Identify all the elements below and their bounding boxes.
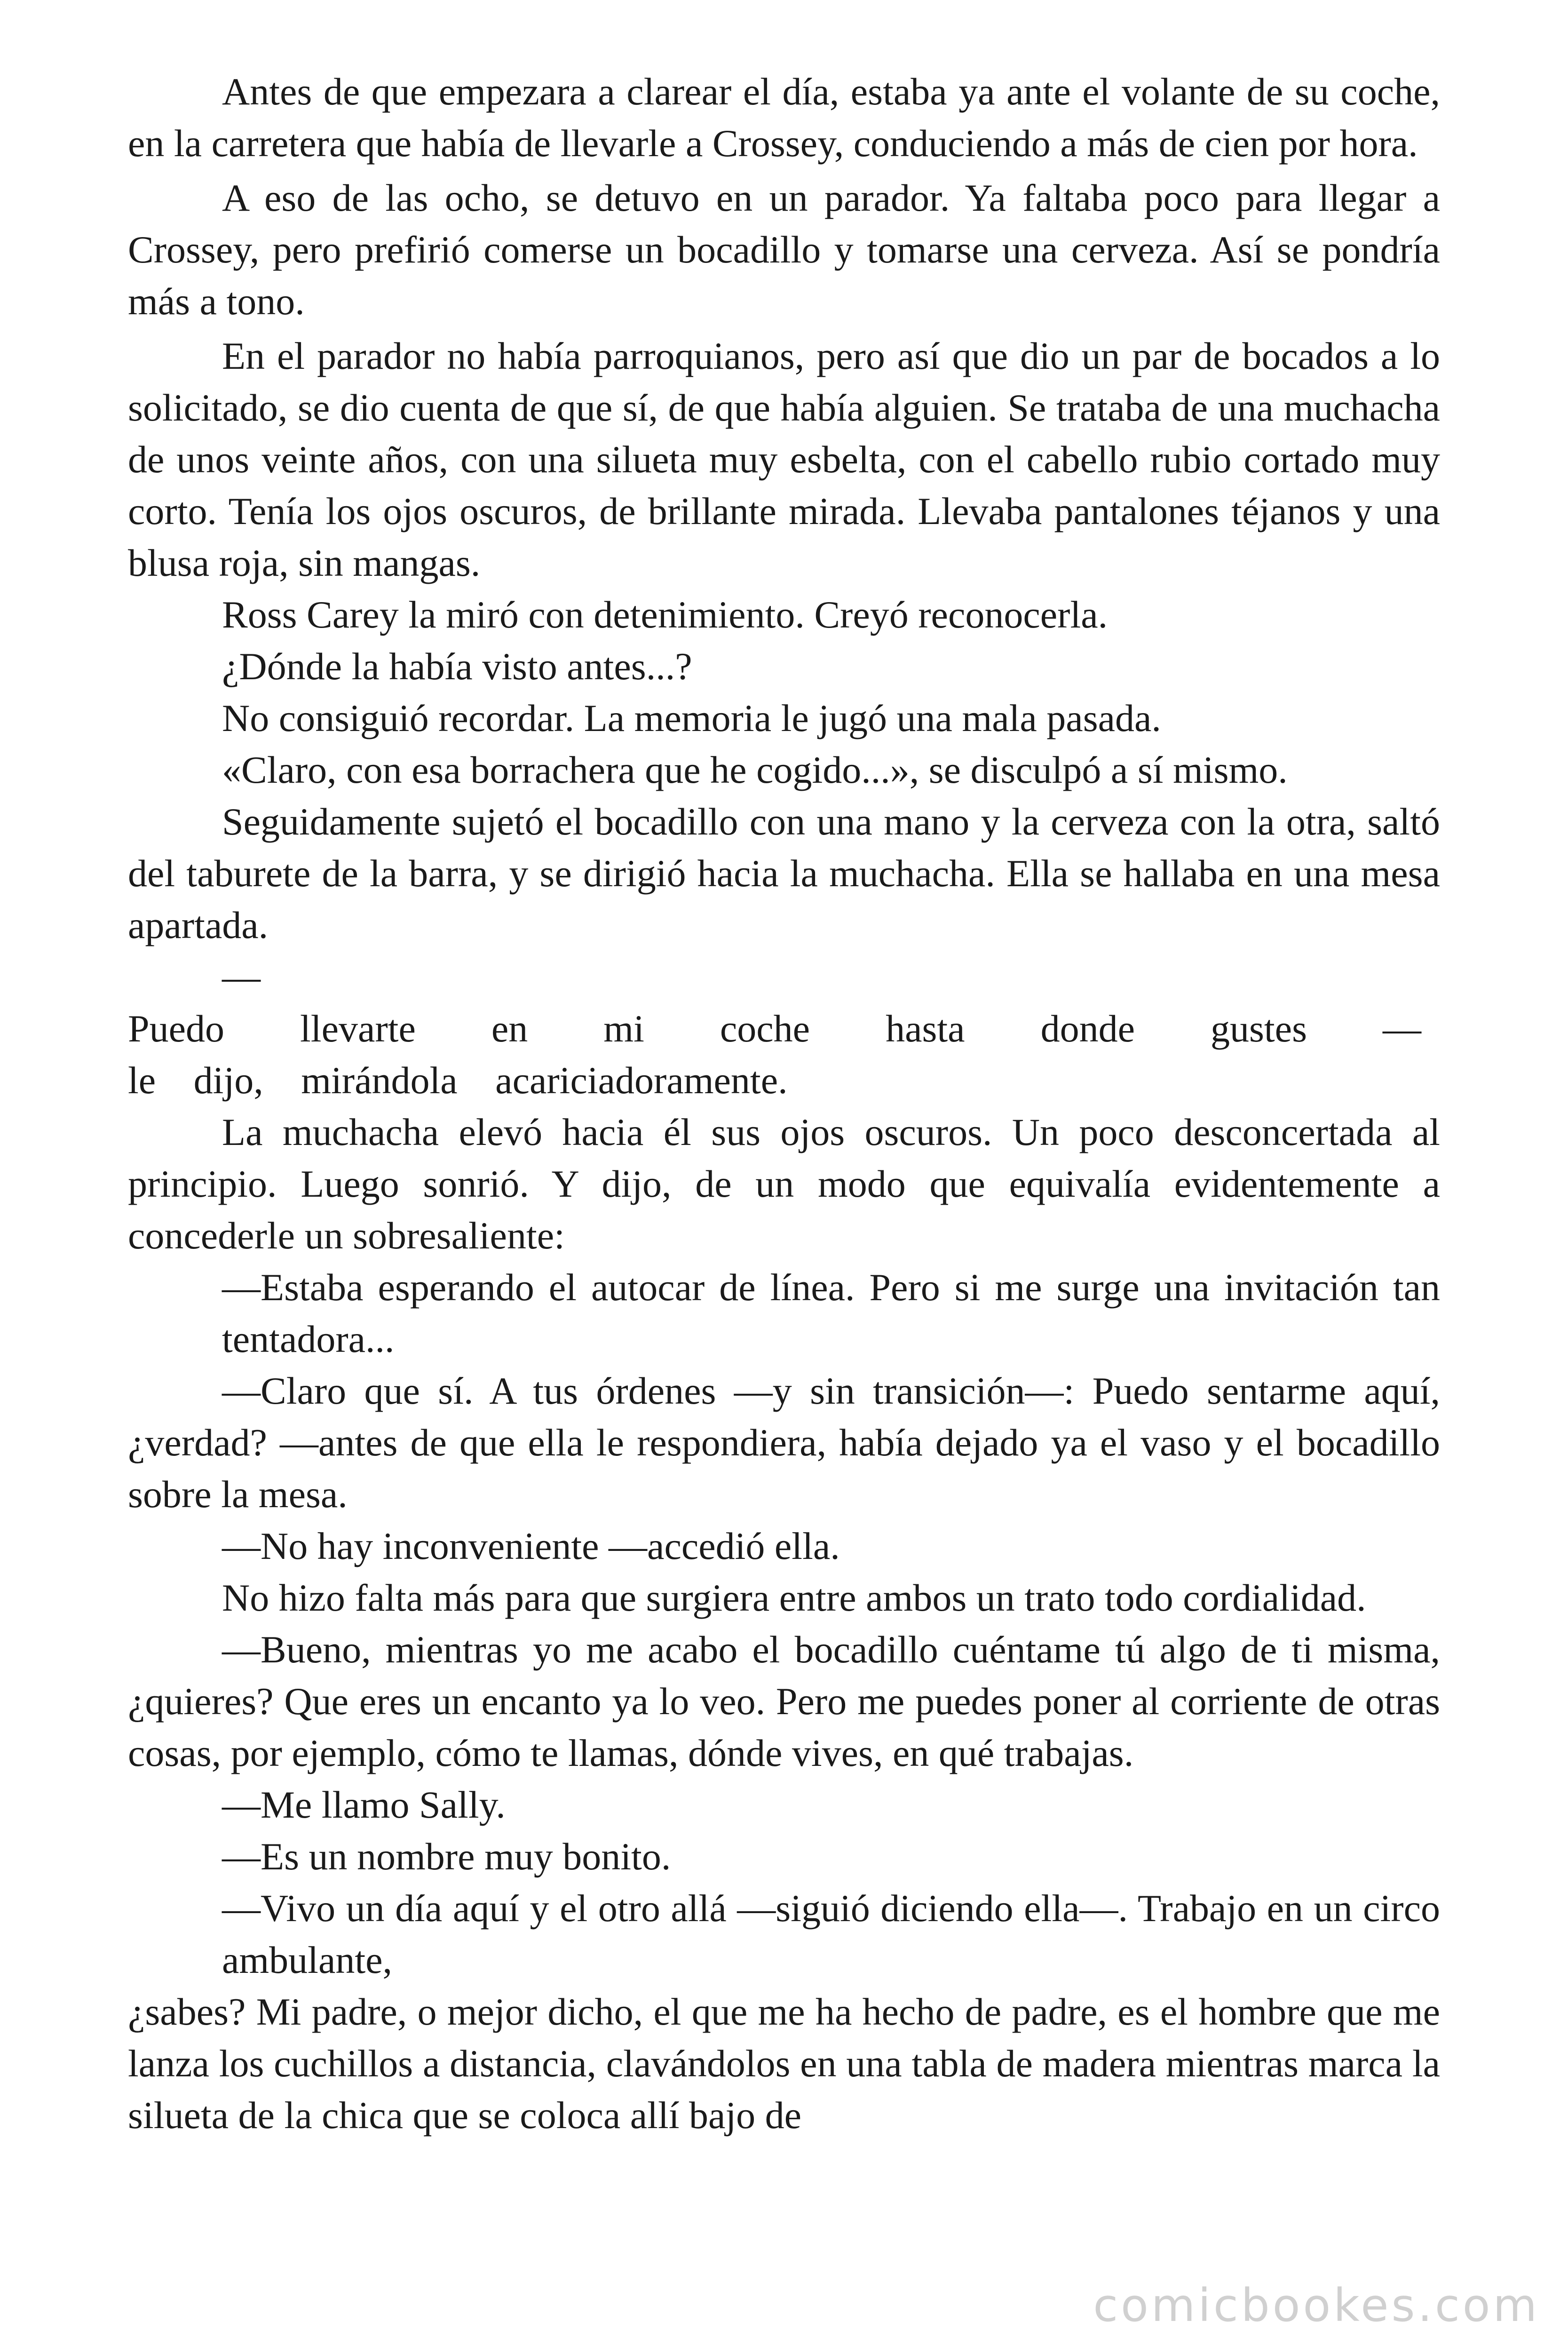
paragraph-1: Antes de que empezara a clarear el día, estaba ya ante el volante de su coche, en la carretera que había de llevarle a Crossey, conduciendo a más de cien por hora. <box>128 70 1440 165</box>
dialogue-circus: —Vivo un día aquí y el otro allá —siguió diciendo ella—. Trabajo en un circo ambulante, <box>222 1887 1440 1981</box>
paragraph-5: ¿Dónde la había visto antes...? <box>222 645 692 688</box>
paragraph-10: —Claro que sí. A tus órdenes —y sin transición—: Puedo sentarme aquí, ¿verdad? —antes de que ella le respondiera, había dejado ya el vaso y el bocadillo sobre la mesa. <box>128 1369 1440 1516</box>
paragraph-cordiality: No hizo falta más para que surgiera entre ambos un trato todo cordialidad. <box>222 1576 1366 1619</box>
paragraph-8: Seguidamente sujetó el bocadillo con una mano y la cerveza con la otra, saltó del taburete de la barra, y se dirigió hacia la muchacha. Ella se hallaba en una mesa apartada. <box>128 800 1440 946</box>
dialogue-dash: — <box>222 955 261 998</box>
paragraph-4: Ross Carey la miró con detenimiento. Creyó reconocerla. <box>222 593 1108 636</box>
dialogue-waiting-bus: —Estaba esperando el autocar de línea. Pero si me surge una invitación tan tentadora... <box>222 1266 1440 1360</box>
paragraph-7: «Claro, con esa borrachera que he cogido...», se disculpó a sí mismo. <box>222 748 1288 791</box>
book-page <box>128 66 1440 2141</box>
dialogue-offer-line-2: le dijo, mirándola acariciadoramente. <box>128 1059 788 1102</box>
paragraph-final: ¿sabes? Mi padre, o mejor dicho, el que me ha hecho de padre, es el hombre que me lanza los cuchillos a distancia, clavándolos en una tabla de madera mientras marca la silueta de la chica que se coloca allí bajo de <box>128 1990 1440 2137</box>
paragraph-11: —No hay inconveniente —accedió ella. <box>222 1525 840 1567</box>
paragraph-9: La muchacha elevó hacia él sus ojos oscuros. Un poco desconcertada al principio. Luego sonrió. Y dijo, de un modo que equivalía evidentemente a concederle un sobresaliente: <box>128 1111 1440 1257</box>
paragraph-3: En el parador no había parroquianos, pero así que dio un par de bocados a lo solicitado, se dio cuenta de que sí, de que había alguien. Se trataba de una muchacha de unos veinte años, con una silueta muy esbelta, con el cabello rubio cortado muy corto. Tenía los ojos oscuros, de brillante mirada. Llevaba pantalones téjanos y una blusa roja, sin mangas. <box>128 334 1440 584</box>
paragraph-14: —Es un nombre muy bonito. <box>222 1835 671 1878</box>
dialogue-offer-line-1: Puedo llevarte en mi coche hasta donde gustes — <box>128 1007 1421 1050</box>
watermark: comicbookes.com <box>1093 2279 1540 2332</box>
paragraph-2: A eso de las ocho, se detuvo en un parador. Ya faltaba poco para llegar a Crossey, pero prefirió comerse un bocadillo y tomarse una cerveza. Así se pondría más a tono. <box>128 176 1440 323</box>
paragraph-12: —Bueno, mientras yo me acabo el bocadillo cuéntame tú algo de ti misma, ¿quieres? Que eres un encanto ya lo veo. Pero me puedes poner al corriente de otras cosas, por ejemplo, cómo te llamas, dónde vives, en qué trabajas. <box>128 1628 1440 1774</box>
paragraph-13: —Me llamo Sally. <box>222 1783 506 1826</box>
paragraph-6: No consiguió recordar. La memoria le jugó una mala pasada. <box>222 697 1161 739</box>
